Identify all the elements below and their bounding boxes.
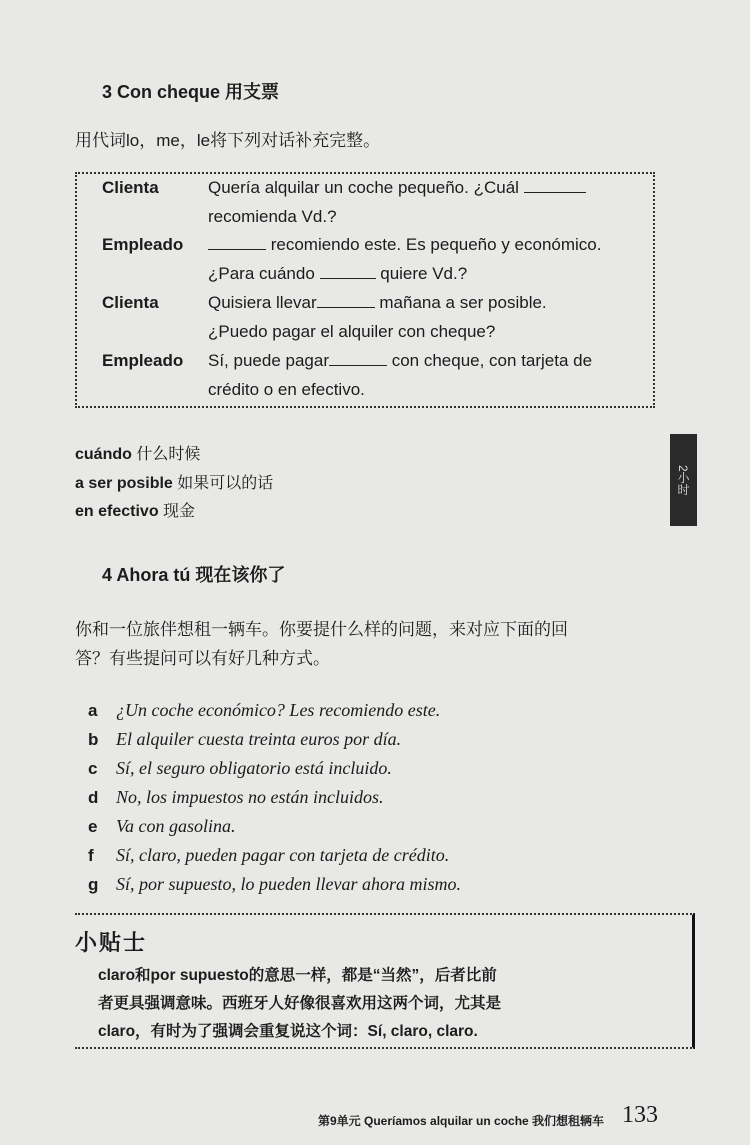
answer-item: b El alquiler cuesta treinta euros por día. xyxy=(88,729,402,749)
section-3-instruction: 用代词lo，me，le将下列对话补充完整。 xyxy=(75,131,381,150)
dialogue-line: crédito o en efectivo. xyxy=(208,380,365,399)
dialogue-line: Sí, puede pagar con cheque, con tarjeta de xyxy=(208,351,593,370)
dialogue-line: recomiendo este. Es pequeño y económico. xyxy=(208,235,601,255)
answer-item: e Va con gasolina. xyxy=(88,816,236,836)
side-tab-label: 2小时 xyxy=(676,464,690,496)
answer-blank[interactable] xyxy=(208,235,266,250)
dialogue-box xyxy=(75,172,655,408)
vocab-item: a ser posible 如果可以的话 xyxy=(75,475,274,492)
footer-chapter-title: 第9单元 Queríamos alquilar un coche 我们想租辆车 xyxy=(318,1114,605,1128)
answer-blank[interactable] xyxy=(524,178,586,193)
dialogue-role: Empleado xyxy=(102,351,184,370)
answer-item: g Sí, por supuesto, lo pueden llevar ahora mismo. xyxy=(88,874,461,894)
answer-blank[interactable] xyxy=(329,351,387,366)
dialogue-line: Quisiera llevar mañana a ser posible. xyxy=(208,293,547,312)
dialogue-line: Quería alquilar un coche pequeño. ¿Cuál xyxy=(208,178,586,198)
tips-line: claro和por supuesto的意思一样，都是“当然”，后者比前 xyxy=(98,967,497,984)
dialogue-line: ¿Para cuándo quiere Vd.? xyxy=(208,264,468,283)
dialogue-role: Empleado xyxy=(102,235,184,254)
answer-item: c Sí, el seguro obligatorio está incluido. xyxy=(88,758,392,778)
dialogue-role: Clienta xyxy=(102,293,159,312)
dialogue-line: recomienda Vd.? xyxy=(208,207,337,226)
tips-line: 者更具强调意味。西班牙人好像很喜欢用这两个词，尤其是 xyxy=(98,995,502,1012)
section-4-instruction: 你和一位旅伴想租一辆车。你要提什么样的问题，来对应下面的回 xyxy=(75,620,568,639)
answer-blank[interactable] xyxy=(320,264,376,279)
answer-item: d No, los impuestos no están incluidos. xyxy=(88,787,384,807)
answer-item: a ¿Un coche económico? Les recomiendo este. xyxy=(88,700,441,720)
tips-title: 小贴士 xyxy=(75,930,148,955)
answer-item: f Sí, claro, pueden pagar con tarjeta de crédito. xyxy=(88,845,450,865)
chapter-side-tab xyxy=(670,434,697,526)
dialogue-line: ¿Puedo pagar el alquiler con cheque? xyxy=(208,322,496,341)
vocab-item: cuándo 什么时候 xyxy=(75,446,201,463)
vocab-item: en efectivo 现金 xyxy=(75,503,196,520)
tips-line: claro，有时为了强调会重复说这个词：Sí, claro, claro. xyxy=(98,1023,478,1040)
tips-body xyxy=(98,962,638,1046)
dialogue-role: Clienta xyxy=(102,178,159,197)
page-number: 133 xyxy=(622,1102,658,1128)
section-4-title: 4 Ahora tú 现在该你了 xyxy=(102,565,286,585)
answer-blank[interactable] xyxy=(317,293,375,308)
section-3-title: 3 Con cheque 用支票 xyxy=(102,82,280,102)
section-4-instruction: 答？有些提问可以有好几种方式。 xyxy=(75,649,330,668)
